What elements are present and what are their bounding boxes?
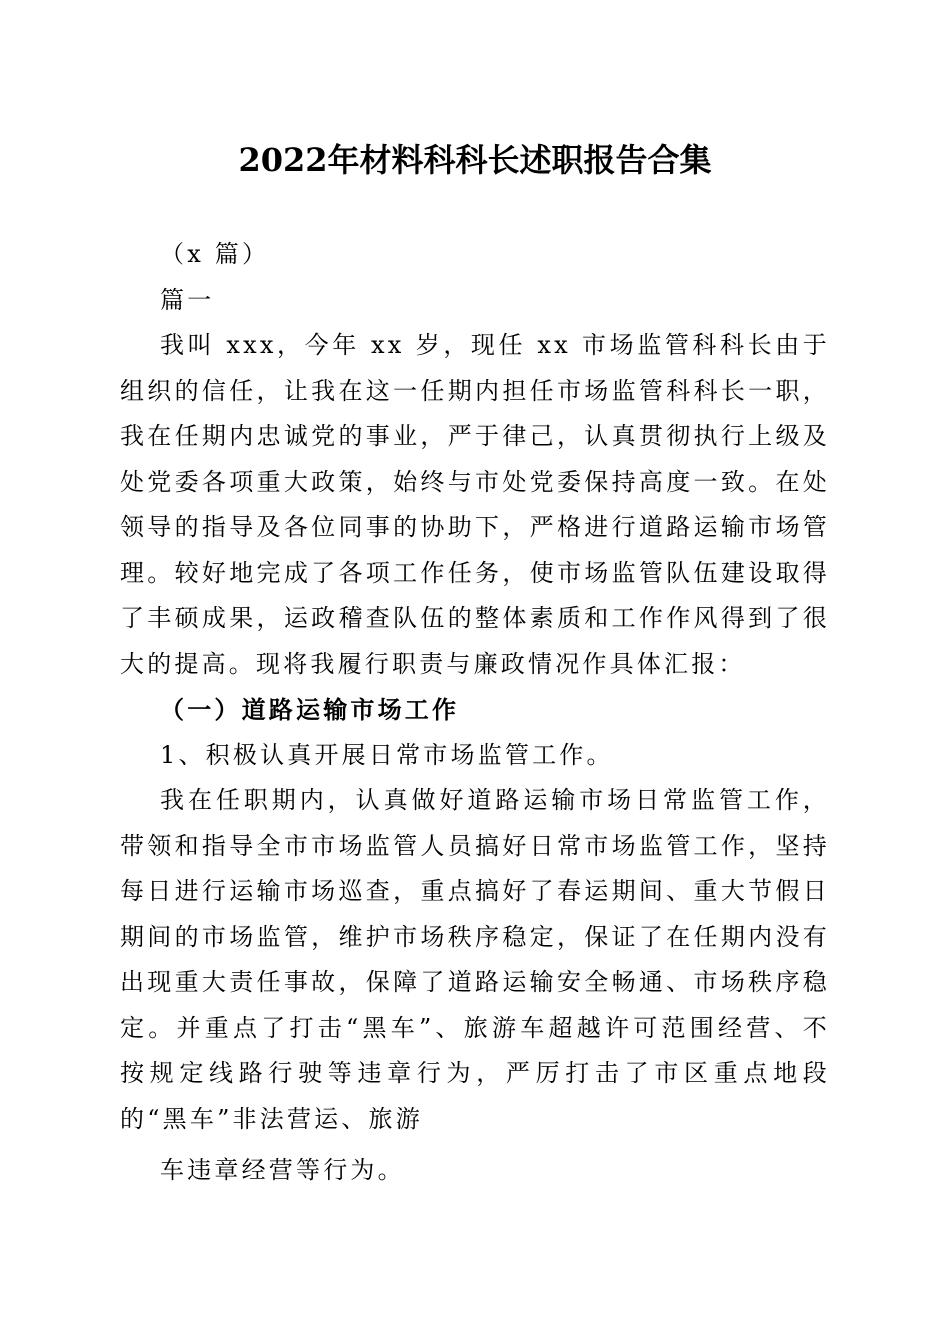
document-body xyxy=(120,232,830,1194)
list-item: 1、积极认真开展日常市场监管工作。 xyxy=(160,740,614,769)
section-label: 篇一 xyxy=(160,285,215,314)
paragraph: 我叫 xxx，今年 xx 岁，现任 xx 市场监管科科长由于组织的信任，让我在这一任期内担任市场监管科科长一职，我在任期内忠诚党的事业，严于律己，认真贯彻执行上级及处党委各项重大政策，始终与市处党委保持高度一致。在处领导的指导及各位同事的协助下，严格进行道路运输市场管理。较好地完成了各项工作任务，使市场监管队伍建设取得了丰硕成果，运政稽查队伍的整体素质和工作作风得到了很大的提高。现将我履行职责与廉政情况作具体汇报： xyxy=(120,331,830,678)
document-title: 2022年材料科科长述职报告合集 xyxy=(238,141,712,179)
section-heading: （一）道路运输市场工作 xyxy=(160,695,460,724)
paragraph: 车违章经营等行为。 xyxy=(160,1156,405,1184)
paragraph: 我在任职期内，认真做好道路运输市场日常监管工作，带领和指导全市市场监管人员搞好日常市场监管工作，坚持每日进行运输市场巡查，重点搞好了春运期间、重大节假日期间的市场监管，维护市场秩序稳定，保证了在任期内没有出现重大责任事故，保障了道路运输安全畅通、市场秩序稳定。并重点了打击“黑车”、旅游车超越许可范围经营、不按规定线路行驶等违章行为，严厉打击了市区重点地段的“黑车”非法营运、旅游 xyxy=(120,786,830,1133)
document-subtitle: （x 篇） xyxy=(160,240,270,268)
